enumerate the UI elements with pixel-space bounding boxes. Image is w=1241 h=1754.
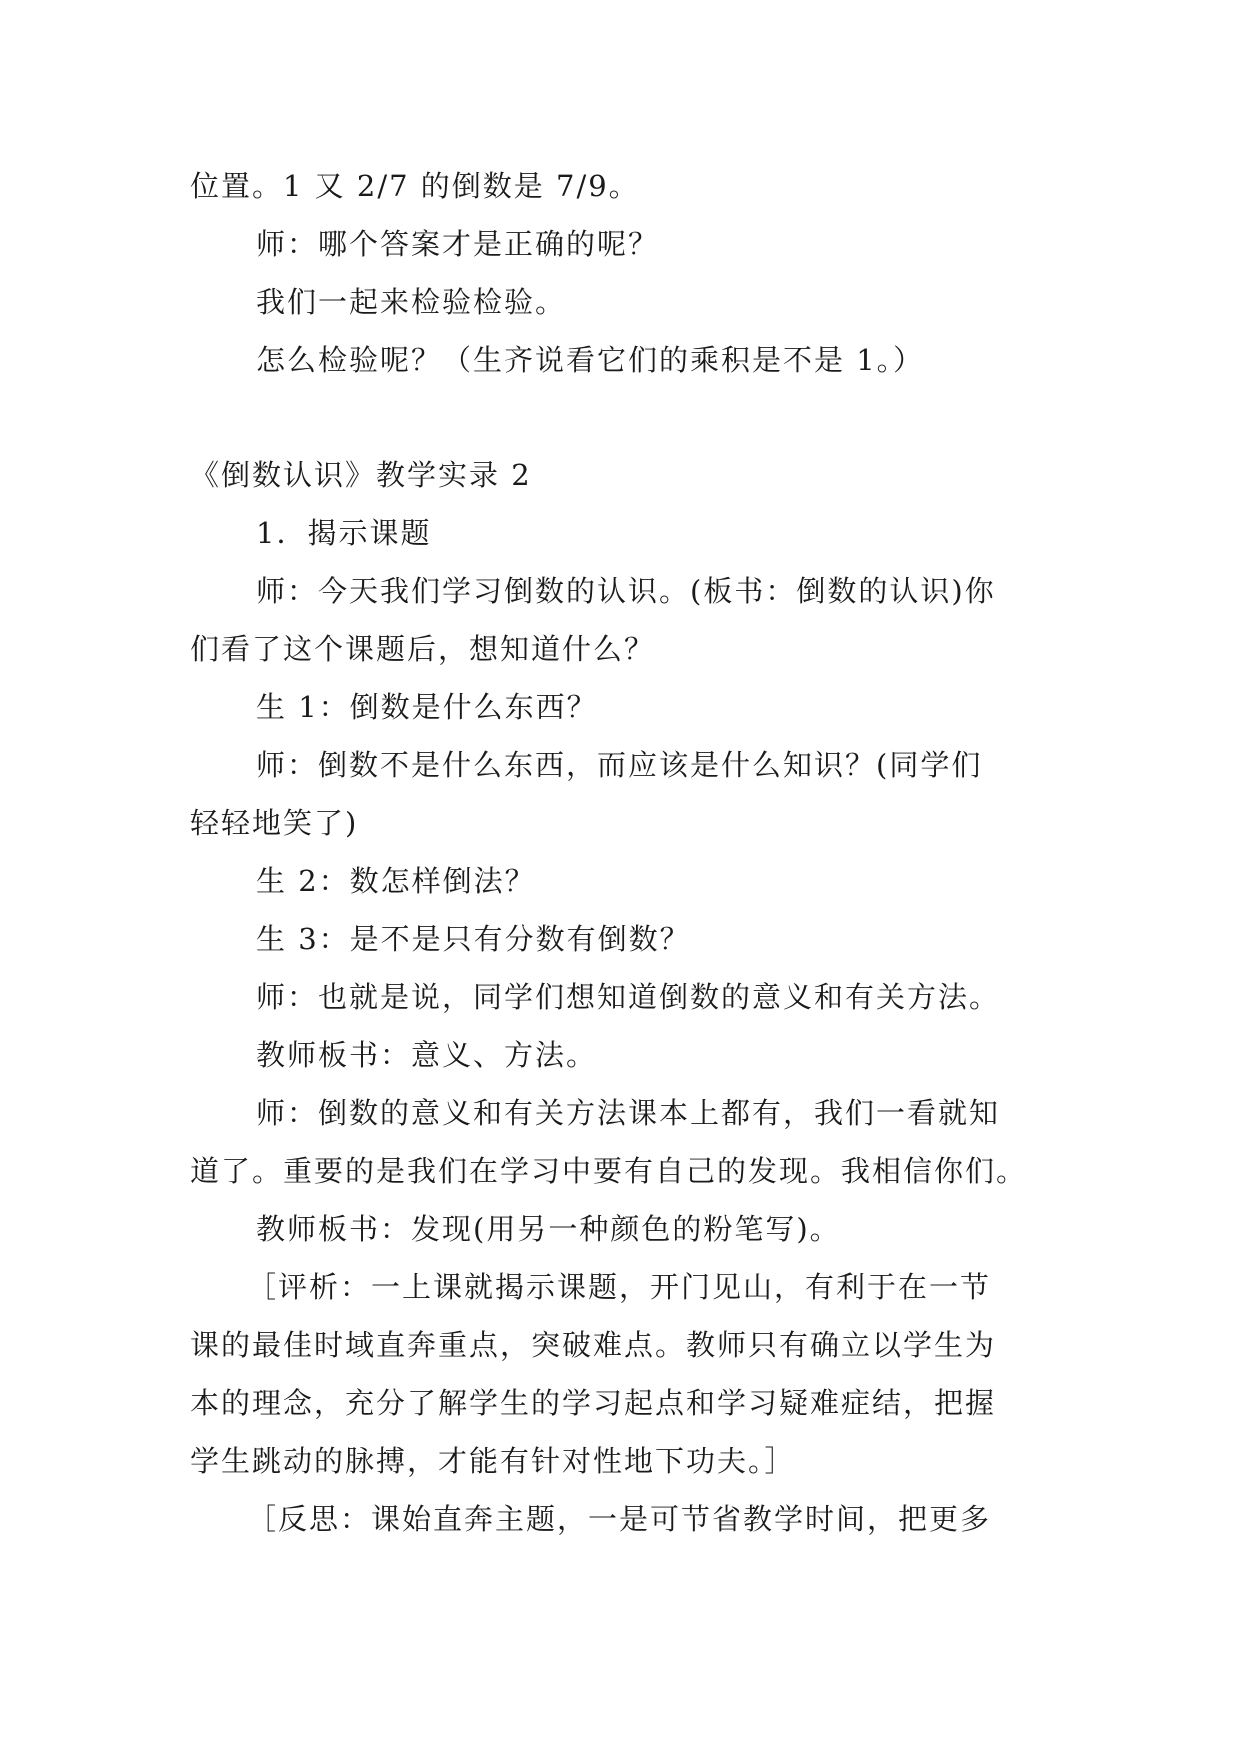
text-line: 我们一起来检验检验。 [256,285,567,319]
section-title: 《倒数认识》教学实录 2 [190,458,532,492]
commentary-line: 课的最佳时域直奔重点，突破难点。教师只有确立以学生为 [190,1328,997,1362]
text-line: 道了。重要的是我们在学习中要有自己的发现。我相信你们。 [190,1154,1028,1188]
text-line: 教师板书：发现(用另一种颜色的粉笔写)。 [256,1212,841,1246]
text-line: 师：今天我们学习倒数的认识。(板书：倒数的认识)你 [256,574,996,608]
text-line: 位置。1 又 2/7 的倒数是 7/9。 [190,169,640,203]
text-line: 教师板书：意义、方法。 [256,1038,598,1072]
commentary-line: 学生跳动的脉搏，才能有针对性地下功夫。］ [190,1444,796,1478]
text-line: 生 3：是不是只有分数有倒数？ [256,922,691,956]
text-line: 生 1：倒数是什么东西？ [256,690,598,724]
commentary-line: 本的理念，充分了解学生的学习起点和学习疑难症结，把握 [190,1386,997,1420]
commentary-line: ［评析：一上课就揭示课题，开门见山，有利于在一节 [247,1270,992,1304]
text-line: 们看了这个课题后，想知道什么？ [190,632,656,666]
text-line: 师：哪个答案才是正确的呢？ [256,227,660,261]
text-line: 怎么检验呢？（生齐说看它们的乘积是不是 1。） [256,343,925,377]
text-line: 师：也就是说，同学们想知道倒数的意义和有关方法。 [256,980,1001,1014]
text-line: 师：倒数不是什么东西，而应该是什么知识？(同学们 [256,748,983,782]
text-line: 师：倒数的意义和有关方法课本上都有，我们一看就知 [256,1096,1001,1130]
text-line: 轻轻地笑了) [190,806,359,840]
section-heading: 1．揭示课题 [256,516,432,550]
text-line: 生 2：数怎样倒法？ [256,864,536,898]
reflection-line: ［反思：课始直奔主题，一是可节省教学时间，把更多 [247,1502,992,1536]
